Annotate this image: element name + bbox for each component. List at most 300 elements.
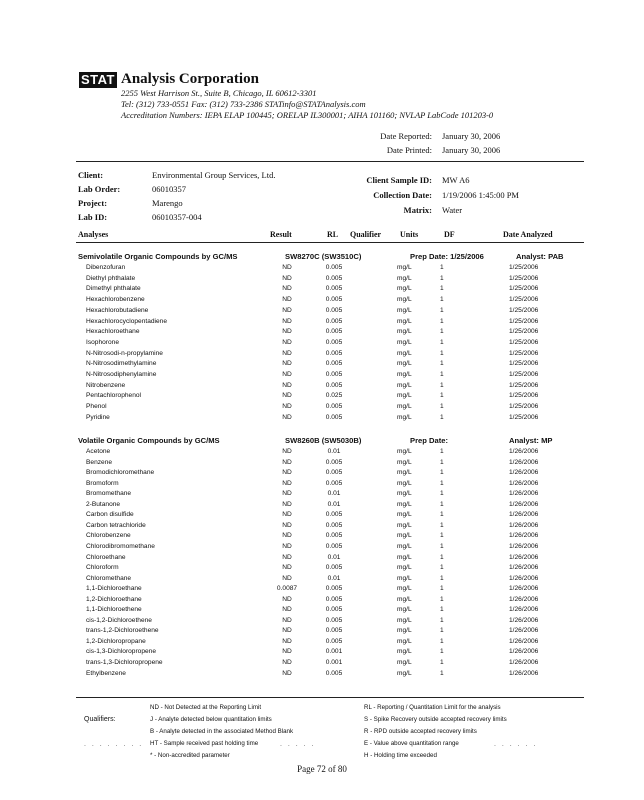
result-value: ND <box>282 637 292 645</box>
date-analyzed-value: 1/26/2006 <box>509 458 539 466</box>
section-title-semivolatile: Semivolatile Organic Compounds by GC/MS <box>78 252 238 261</box>
table-row <box>0 360 644 371</box>
date-analyzed-value: 1/25/2006 <box>509 285 539 293</box>
df-value: 1 <box>440 285 444 293</box>
table-row <box>0 564 644 575</box>
result-value: ND <box>282 521 292 529</box>
analyte-name: cis-1,3-Dichloropropene <box>86 648 157 656</box>
rl-value: 0.01 <box>327 553 341 561</box>
rl-value: 0.001 <box>325 648 343 656</box>
df-value: 1 <box>440 469 444 477</box>
table-row <box>0 638 644 649</box>
analyte-name: Diethyl phthalate <box>86 274 136 282</box>
table-row <box>0 264 644 275</box>
result-value: ND <box>282 371 292 378</box>
df-value: 1 <box>440 371 444 378</box>
table-row <box>0 543 644 554</box>
units-value: mg/L <box>397 511 412 519</box>
units-value: mg/L <box>397 296 412 304</box>
table-row <box>0 459 644 470</box>
table-row <box>0 296 644 307</box>
rl-value: 0.005 <box>325 360 343 368</box>
rl-value: 0.025 <box>325 392 343 400</box>
units-value: mg/L <box>397 669 412 677</box>
company-contact: Tel: (312) 733-0551 Fax: (312) 733-2386 STATinfo@STATAnalysis.com <box>121 99 366 109</box>
analyte-name: Chlorobenzene <box>86 532 131 540</box>
analyte-name: Chlorodibromomethane <box>86 542 155 550</box>
date-analyzed-value: 1/25/2006 <box>509 349 539 357</box>
result-value: ND <box>282 317 292 325</box>
table-row <box>0 627 644 638</box>
date-analyzed-value: 1/26/2006 <box>509 542 539 550</box>
rl-value: 0.005 <box>325 469 343 477</box>
df-value: 1 <box>440 296 444 304</box>
result-value: ND <box>282 349 292 357</box>
divider-columns <box>76 242 584 243</box>
date-analyzed-value: 1/26/2006 <box>509 637 539 645</box>
table-row <box>0 371 644 382</box>
result-value: ND <box>282 274 292 282</box>
col-df: DF <box>444 230 455 239</box>
table-row <box>0 382 644 393</box>
df-value: 1 <box>440 574 444 582</box>
analyte-name: cis-1,2-Dichloroethene <box>86 616 152 624</box>
result-value: ND <box>282 606 292 614</box>
result-value: ND <box>282 574 292 582</box>
analyte-name: 1,1-Dichloroethene <box>86 606 142 614</box>
analyte-name: 2-Butanone <box>86 500 121 508</box>
date-analyzed-value: 1/25/2006 <box>509 392 539 400</box>
df-value: 1 <box>440 500 444 508</box>
date-analyzed-value: 1/25/2006 <box>509 306 539 314</box>
rl-value: 0.005 <box>325 511 343 519</box>
date-analyzed-value: 1/26/2006 <box>509 490 539 498</box>
rl-value: 0.005 <box>325 403 343 411</box>
col-qualifier: Qualifier <box>350 230 382 239</box>
result-value: ND <box>282 392 292 400</box>
date-analyzed-value: 1/25/2006 <box>509 274 539 282</box>
analyte-name: N-Nitrosodiphenylamine <box>86 371 157 378</box>
units-value: mg/L <box>397 627 412 635</box>
col-date-analyzed: Date Analyzed <box>503 230 553 239</box>
page-number: Page 72 of 80 <box>297 764 347 774</box>
analyte-name: Hexachloroethane <box>86 328 140 336</box>
analyte-name: N-Nitrosodi-n-propylamine <box>86 349 163 357</box>
date-analyzed-value: 1/26/2006 <box>509 564 539 572</box>
legend-h: H - Holding time exceeded <box>364 752 437 759</box>
table-row <box>0 554 644 565</box>
rl-value: 0.005 <box>325 637 343 645</box>
table-row <box>0 480 644 491</box>
analyte-name: 1,2-Dichloroethane <box>86 595 142 603</box>
analyte-name: trans-1,2-Dichloroethene <box>86 627 159 635</box>
date-printed-label: Date Printed: <box>386 145 432 155</box>
df-value: 1 <box>440 338 444 346</box>
legend-dots-mid: . . . . . <box>280 741 316 748</box>
table-row <box>0 285 644 296</box>
date-analyzed-value: 1/26/2006 <box>509 627 539 635</box>
analyte-name: Isophorone <box>86 338 119 346</box>
rl-value: 0.005 <box>325 532 343 540</box>
collection-date-label: Collection Date: <box>373 190 432 200</box>
units-value: mg/L <box>397 413 412 421</box>
df-value: 1 <box>440 448 444 455</box>
col-result: Result <box>270 230 292 239</box>
units-value: mg/L <box>397 306 412 314</box>
lab-id-value: 06010357-004 <box>152 212 202 222</box>
analyte-name: Dibenzofuran <box>86 264 126 271</box>
analyte-name: Chloromethane <box>86 574 132 582</box>
result-value: ND <box>282 448 292 455</box>
table-row <box>0 275 644 286</box>
section-analyst-volatile: Analyst: MP <box>509 436 553 445</box>
rl-value: 0.005 <box>325 595 343 603</box>
table-row <box>0 350 644 361</box>
units-value: mg/L <box>397 285 412 293</box>
section-prep-volatile: Prep Date: <box>410 436 448 445</box>
analyte-name: 1,2-Dichloropropane <box>86 637 146 645</box>
df-value: 1 <box>440 606 444 614</box>
lab-order-label: Lab Order: <box>78 184 121 194</box>
company-logo: STAT <box>80 72 115 87</box>
col-rl: RL <box>327 230 339 239</box>
table-row <box>0 532 644 543</box>
rl-value: 0.01 <box>327 490 341 498</box>
legend-r: R - RPD outside accepted recovery limits <box>364 728 477 735</box>
df-value: 1 <box>440 648 444 656</box>
units-value: mg/L <box>397 448 412 455</box>
df-value: 1 <box>440 521 444 529</box>
date-analyzed-value: 1/26/2006 <box>509 595 539 603</box>
legend-star: * - Non-accredited parameter <box>150 752 230 759</box>
date-analyzed-value: 1/26/2006 <box>509 521 539 529</box>
units-value: mg/L <box>397 392 412 400</box>
date-analyzed-value: 1/26/2006 <box>509 553 539 561</box>
table-row <box>0 414 644 425</box>
rl-value: 0.005 <box>325 606 343 614</box>
df-value: 1 <box>440 542 444 550</box>
result-value: ND <box>282 479 292 487</box>
rl-value: 0.005 <box>325 285 343 293</box>
analyte-name: Hexachlorobenzene <box>86 296 145 304</box>
company-name: Analysis Corporation <box>121 71 259 87</box>
analyte-name: Carbon disulfide <box>86 511 134 519</box>
df-value: 1 <box>440 585 444 593</box>
legend-dots-left: . . . . . . . . <box>84 741 144 748</box>
df-value: 1 <box>440 413 444 421</box>
divider-top <box>76 161 584 162</box>
table-row <box>0 606 644 617</box>
rl-value: 0.005 <box>325 542 343 550</box>
rl-value: 0.005 <box>325 564 343 572</box>
table-row <box>0 648 644 659</box>
section-method-semivolatile: SW8270C (SW3510C) <box>285 252 362 261</box>
df-value: 1 <box>440 328 444 336</box>
date-analyzed-value: 1/25/2006 <box>509 338 539 346</box>
legend-e: E - Value above quantitation range <box>364 740 459 747</box>
result-value: ND <box>282 500 292 508</box>
date-analyzed-value: 1/25/2006 <box>509 371 539 378</box>
legend-b: B - Analyte detected in the associated Method Blank <box>150 728 294 735</box>
table-row <box>0 522 644 533</box>
table-row <box>0 328 644 339</box>
analyte-name: Nitrobenzene <box>86 381 126 389</box>
analyte-name: Hexachlorocyclopentadiene <box>86 317 168 325</box>
result-value: ND <box>282 616 292 624</box>
rl-value: 0.001 <box>325 659 343 666</box>
units-value: mg/L <box>397 274 412 282</box>
df-value: 1 <box>440 627 444 635</box>
rl-value: 0.005 <box>325 669 343 677</box>
units-value: mg/L <box>397 360 412 368</box>
df-value: 1 <box>440 403 444 411</box>
df-value: 1 <box>440 360 444 368</box>
df-value: 1 <box>440 306 444 314</box>
result-value: ND <box>282 403 292 411</box>
df-value: 1 <box>440 349 444 357</box>
result-value: ND <box>282 469 292 477</box>
matrix-value: Water <box>442 205 463 215</box>
df-value: 1 <box>440 659 444 666</box>
analyte-name: Chloroethane <box>86 553 126 561</box>
result-value: 0.0087 <box>276 585 298 593</box>
rl-value: 0.005 <box>325 521 343 529</box>
date-analyzed-value: 1/26/2006 <box>509 511 539 519</box>
date-analyzed-value: 1/26/2006 <box>509 606 539 614</box>
df-value: 1 <box>440 490 444 498</box>
units-value: mg/L <box>397 521 412 529</box>
rl-value: 0.005 <box>325 585 343 593</box>
client-label: Client: <box>78 170 104 180</box>
section-prep-semivolatile: Prep Date: 1/25/2006 <box>410 252 484 261</box>
analyte-name: Hexachlorobutadiene <box>86 306 149 314</box>
result-value: ND <box>282 595 292 603</box>
rl-value: 0.005 <box>325 413 343 421</box>
legend-nd: ND - Not Detected at the Reporting Limit <box>150 704 262 711</box>
df-value: 1 <box>440 532 444 540</box>
result-value: ND <box>282 659 292 666</box>
project-label: Project: <box>78 198 108 208</box>
result-value: ND <box>282 264 292 271</box>
result-value: ND <box>282 458 292 466</box>
analyte-name: Chloroform <box>86 564 119 572</box>
analyte-name: Bromodichloromethane <box>86 469 155 477</box>
df-value: 1 <box>440 317 444 325</box>
result-value: ND <box>282 627 292 635</box>
project-value: Marengo <box>152 198 183 208</box>
col-units: Units <box>400 230 419 239</box>
result-value: ND <box>282 532 292 540</box>
date-analyzed-value: 1/25/2006 <box>509 328 539 336</box>
company-address: 2255 West Harrison St., Suite B, Chicago, IL 60612-3301 <box>121 88 317 98</box>
table-row <box>0 670 644 681</box>
rl-value: 0.005 <box>325 274 343 282</box>
date-analyzed-value: 1/25/2006 <box>509 296 539 304</box>
result-value: ND <box>282 669 292 677</box>
units-value: mg/L <box>397 553 412 561</box>
df-value: 1 <box>440 274 444 282</box>
table-row <box>0 403 644 414</box>
date-analyzed-value: 1/25/2006 <box>509 381 539 389</box>
date-analyzed-value: 1/26/2006 <box>509 585 539 593</box>
analyte-name: Dimethyl phthalate <box>86 285 141 293</box>
legend-ht: HT - Sample received past holding time <box>150 740 259 747</box>
rl-value: 0.01 <box>327 574 341 582</box>
rl-value: 0.005 <box>325 338 343 346</box>
units-value: mg/L <box>397 637 412 645</box>
col-analyses: Analyses <box>78 230 109 239</box>
table-row <box>0 392 644 403</box>
rl-value: 0.005 <box>325 264 343 271</box>
table-row <box>0 318 644 329</box>
date-analyzed-value: 1/25/2006 <box>509 317 539 325</box>
result-value: ND <box>282 360 292 368</box>
table-row <box>0 469 644 480</box>
df-value: 1 <box>440 264 444 271</box>
rl-value: 0.005 <box>325 627 343 635</box>
sample-id-label: Client Sample ID: <box>366 175 432 185</box>
units-value: mg/L <box>397 500 412 508</box>
table-row <box>0 448 644 459</box>
units-value: mg/L <box>397 585 412 593</box>
table-row <box>0 575 644 586</box>
units-value: mg/L <box>397 328 412 336</box>
result-value: ND <box>282 413 292 421</box>
matrix-label: Matrix: <box>403 205 432 215</box>
date-analyzed-value: 1/26/2006 <box>509 532 539 540</box>
units-value: mg/L <box>397 403 412 411</box>
units-value: mg/L <box>397 659 412 666</box>
result-value: ND <box>282 542 292 550</box>
result-value: ND <box>282 306 292 314</box>
rl-value: 0.005 <box>325 381 343 389</box>
date-analyzed-value: 1/26/2006 <box>509 448 539 455</box>
qualifiers-label: Qualifiers: <box>84 716 116 723</box>
table-row <box>0 617 644 628</box>
section-analyst-semivolatile: Analyst: PAB <box>516 252 564 261</box>
result-value: ND <box>282 490 292 498</box>
date-analyzed-value: 1/25/2006 <box>509 413 539 421</box>
company-accreditation: Accreditation Numbers: IEPA ELAP 100445; ORELAP IL300001; AIHA 101160; NVLAP LabCode 101203-0 <box>121 110 494 120</box>
units-value: mg/L <box>397 317 412 325</box>
units-value: mg/L <box>397 381 412 389</box>
date-reported-label: Date Reported: <box>380 131 432 141</box>
result-value: ND <box>282 511 292 519</box>
date-analyzed-value: 1/26/2006 <box>509 659 539 666</box>
result-value: ND <box>282 381 292 389</box>
analyte-name: Acetone <box>86 448 111 455</box>
date-analyzed-value: 1/25/2006 <box>509 264 539 271</box>
result-value: ND <box>282 285 292 293</box>
date-analyzed-value: 1/26/2006 <box>509 500 539 508</box>
rl-value: 0.005 <box>325 616 343 624</box>
date-analyzed-value: 1/26/2006 <box>509 574 539 582</box>
units-value: mg/L <box>397 490 412 498</box>
rl-value: 0.005 <box>325 371 343 378</box>
table-row <box>0 585 644 596</box>
units-value: mg/L <box>397 595 412 603</box>
table-row <box>0 511 644 522</box>
units-value: mg/L <box>397 606 412 614</box>
analyte-name: Pyridine <box>86 413 110 421</box>
units-value: mg/L <box>397 564 412 572</box>
legend-s: S - Spike Recovery outside accepted recovery limits <box>364 716 507 723</box>
date-analyzed-value: 1/26/2006 <box>509 648 539 656</box>
result-value: ND <box>282 296 292 304</box>
table-row <box>0 339 644 350</box>
rl-value: 0.005 <box>325 317 343 325</box>
rl-value: 0.01 <box>327 448 341 455</box>
df-value: 1 <box>440 381 444 389</box>
units-value: mg/L <box>397 349 412 357</box>
analyte-name: Pentachlorophenol <box>86 392 141 400</box>
units-value: mg/L <box>397 264 412 271</box>
result-value: ND <box>282 648 292 656</box>
analyte-name: Phenol <box>86 403 107 411</box>
df-value: 1 <box>440 458 444 466</box>
units-value: mg/L <box>397 458 412 466</box>
analyte-name: Ethylbenzene <box>86 669 126 677</box>
date-reported-value: January 30, 2006 <box>442 131 501 141</box>
table-row <box>0 307 644 318</box>
df-value: 1 <box>440 616 444 624</box>
date-printed-value: January 30, 2006 <box>442 145 501 155</box>
units-value: mg/L <box>397 479 412 487</box>
divider-bottom <box>76 697 584 698</box>
df-value: 1 <box>440 392 444 400</box>
table-row <box>0 596 644 607</box>
rl-value: 0.005 <box>325 458 343 466</box>
sample-id-value: MW A6 <box>442 175 470 185</box>
rl-value: 0.005 <box>325 306 343 314</box>
rl-value: 0.005 <box>325 328 343 336</box>
table-row <box>0 490 644 501</box>
units-value: mg/L <box>397 542 412 550</box>
rl-value: 0.01 <box>327 500 341 508</box>
units-value: mg/L <box>397 338 412 346</box>
client-value: Environmental Group Services, Ltd. <box>152 170 276 180</box>
legend-rl: RL - Reporting / Quantitation Limit for the analysis <box>364 704 501 711</box>
analyte-name: 1,1-Dichloroethane <box>86 585 142 593</box>
date-analyzed-value: 1/25/2006 <box>509 403 539 411</box>
rl-value: 0.005 <box>325 479 343 487</box>
units-value: mg/L <box>397 616 412 624</box>
section-method-volatile: SW8260B (SW5030B) <box>285 436 362 445</box>
units-value: mg/L <box>397 469 412 477</box>
legend-dots-right: . . . . . . <box>494 741 538 748</box>
df-value: 1 <box>440 511 444 519</box>
collection-date-value: 1/19/2006 1:45:00 PM <box>442 190 519 200</box>
lab-id-label: Lab ID: <box>78 212 108 222</box>
date-analyzed-value: 1/26/2006 <box>509 669 539 677</box>
date-analyzed-value: 1/26/2006 <box>509 479 539 487</box>
units-value: mg/L <box>397 648 412 656</box>
units-value: mg/L <box>397 574 412 582</box>
df-value: 1 <box>440 669 444 677</box>
analyte-name: Carbon tetrachloride <box>86 521 146 529</box>
analyte-name: N-Nitrosodimethylamine <box>86 360 157 368</box>
result-value: ND <box>282 564 292 572</box>
analyte-name: Bromoform <box>86 479 119 487</box>
units-value: mg/L <box>397 532 412 540</box>
date-analyzed-value: 1/25/2006 <box>509 360 539 368</box>
df-value: 1 <box>440 637 444 645</box>
df-value: 1 <box>440 553 444 561</box>
df-value: 1 <box>440 479 444 487</box>
rl-value: 0.005 <box>325 349 343 357</box>
analyte-name: Bromomethane <box>86 490 132 498</box>
result-value: ND <box>282 553 292 561</box>
